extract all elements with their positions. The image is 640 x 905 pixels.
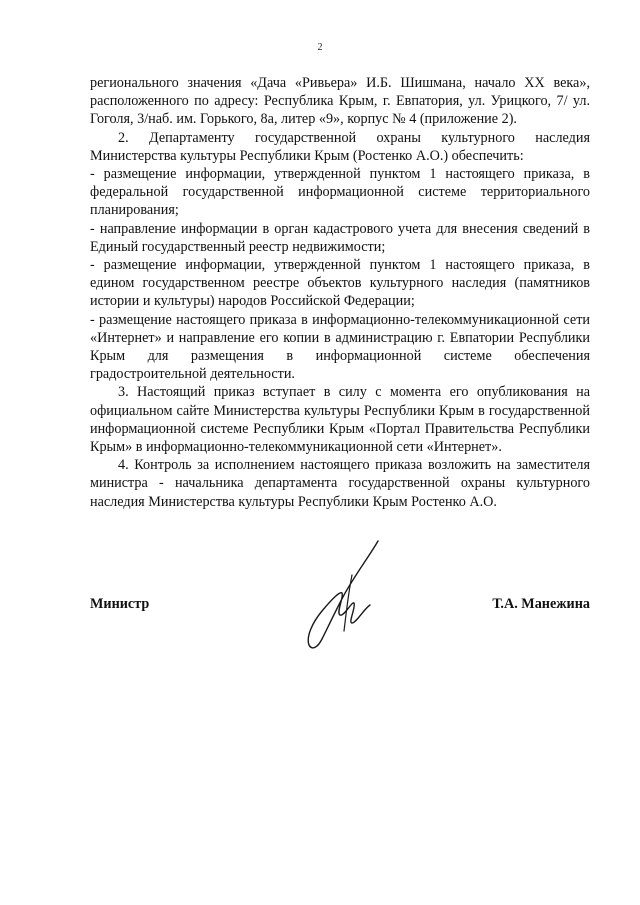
paragraph-3: - размещение информации, утвержденной пунктом 1 настоящего приказа, в федеральной государственной информационной системе территориального планирования; [90, 166, 590, 219]
paragraph-6: - размещение настоящего приказа в информационно-телекоммуникационной сети «Интернет» и направление его копии в администрацию г. Евпатории Республики Крым для размещения в информационной системе обеспечения градостроительной деятельности. [90, 311, 590, 383]
page-number: 2 [317, 42, 323, 53]
document-body [90, 74, 590, 511]
paragraph-7: 3. Настоящий приказ вступает в силу с момента его опубликования на официальном сайте Министерства культуры Республики Крым в государственной информационной системе Республики Крым «Портал Правительства Республики Крым» в информационно-телекоммуникационной сети «Интернет». [90, 384, 590, 456]
paragraph-4: - направление информации в орган кадастрового учета для внесения сведений в Единый государственный реестр недвижимости; [90, 220, 590, 255]
paragraph-2: 2. Департаменту государственной охраны культурного наследия Министерства культуры Республики Крым (Ростенко А.О.) обеспечить: [90, 129, 590, 164]
paragraph-8: 4. Контроль за исполнением настоящего приказа возложить на заместителя министра - начальника департамента государственной охраны культурного наследия Министерства культуры Республики Крым Ростенко А.О. [90, 457, 590, 510]
paragraph-5: - размещение информации, утвержденной пунктом 1 настоящего приказа, в едином государственном реестре объектов культурного наследия (памятников истории и культуры) народов Российской Федерации; [90, 257, 590, 310]
paragraph-1: регионального значения «Дача «Ривьера» И.Б. Шишмана, начало XX века», расположенного по адресу: Республика Крым, г. Евпатория, ул. Урицкого, 7/ ул. Гоголя, 3/наб. им. Горького, 8а, литер «9», корпус № 4 (приложение 2). [90, 75, 590, 128]
handwritten-signature [300, 535, 390, 655]
signatory-title: Министр [90, 596, 150, 612]
signatory-name: Т.А. Манежина [492, 596, 590, 612]
